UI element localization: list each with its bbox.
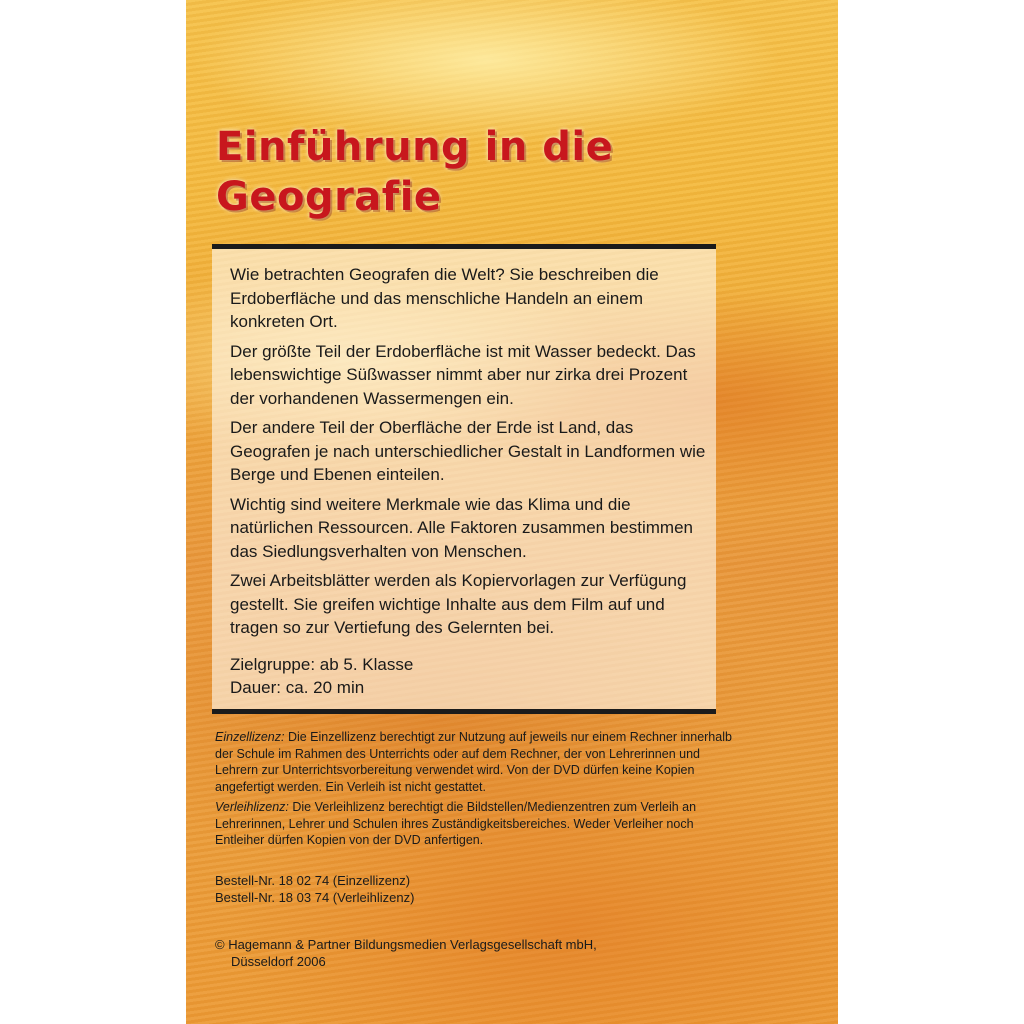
order-numbers [215,872,615,906]
copyright-line-2: Düsseldorf 2006 [231,954,326,969]
description-paragraph: Der größte Teil der Erdoberfläche ist mit Wasser bedeckt. Das lebenswichtige Süßwasser nimmt aber nur zirka drei Prozent der vorhandenen Wassermengen ein. [230,341,696,408]
order-number-lending: Bestell-Nr. 18 03 74 (Verleihlizenz) [215,890,415,905]
order-number-single: Bestell-Nr. 18 02 74 (Einzellizenz) [215,873,411,888]
lending-license-label: Verleihlizenz: [215,800,289,814]
single-license-label: Einzellizenz: [215,730,285,744]
description-text [230,263,714,646]
single-license-note [215,729,735,795]
title-line-2: Geografie [216,174,442,220]
description-paragraph: Wichtig sind weitere Merkmale wie das Klima und die natürlichen Ressourcen. Alle Faktoren zusammen bestimmen das Siedlungsverhalten von Menschen. [230,494,693,561]
copyright-notice [215,936,735,970]
target-group: Zielgruppe: ab 5. Klasse [230,655,414,674]
description-paragraph: Wie betrachten Geografen die Welt? Sie beschreiben die Erdoberfläche und das menschliche Handeln an einem konkreten Ort. [230,265,659,331]
target-info [230,653,714,699]
title-line-1: Einführung in die [216,124,614,170]
lending-license-text: Die Verleihlizenz berechtigt die Bildstellen/Medienzentren zum Verleih an Lehrerinnen, Lehrer und Schulen ihres Zuständigkeitsbereiches. Weder Verleiher noch Entleiher dürfen Kopien von der DVD anfertigen. [215,800,697,847]
copyright-line-1: © Hagemann & Partner Bildungsmedien Verlagsgesellschaft mbH, [215,937,597,952]
cover-title [216,122,816,222]
dvd-back-cover [186,0,838,1024]
lending-license-note [215,799,735,849]
description-paragraph: Zwei Arbeitsblätter werden als Kopiervorlagen zur Verfügung gestellt. Sie greifen wichtige Inhalte aus dem Film auf und tragen so zur Vertiefung des Gelernten bei. [230,571,687,637]
license-section [215,729,735,853]
description-box [212,244,716,714]
single-license-text: Die Einzellizenz berechtigt zur Nutzung auf jeweils nur einem Rechner innerhalb der Schule im Rahmen des Unterrichts oder auf dem Rechner, der von Lehrerinnen und Lehrern zur Unterrichtsvorbereitung verwendet wird. Von der DVD dürfen keine Kopien angefertigt werden. Ein Verleih ist nicht gestattet. [215,730,732,794]
duration: Dauer: ca. 20 min [230,678,365,697]
description-paragraph: Der andere Teil der Oberfläche der Erde ist Land, das Geografen je nach unterschiedlicher Gestalt in Landformen wie Berge und Ebenen einteilen. [230,418,706,484]
